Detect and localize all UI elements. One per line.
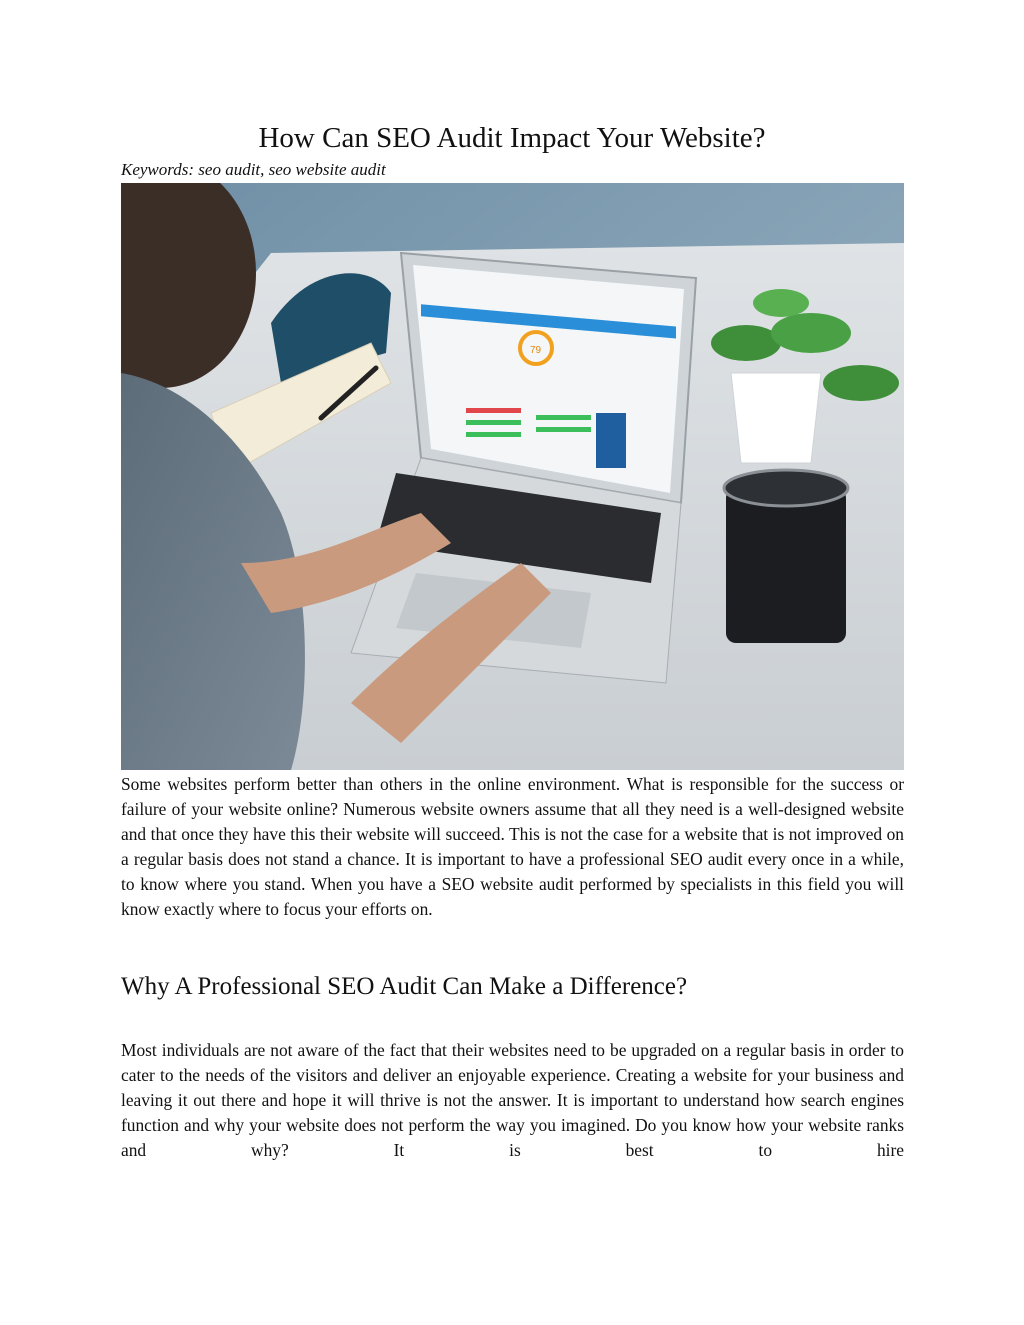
body-paragraph: Most individuals are not aware of the fact that their websites need to be upgraded on a regular basis in order to cater to the needs of the visitors and deliver an enjoyable experience. Creating a website for your business and leaving it out there and hope it will thrive is not the answer. It is important to understand how search engines function and why your website does not perform the way you imagined. Do you know how your website ranks and why? It is best to hire [121,1040,904,1160]
intro-paragraph: Some websites perform better than others in the online environment. What is responsible for the success or failure of your website online? Numerous website owners assume that all they need is a well-designed website and that once they have this their website will succeed. This is not the case for a website that is not improved on a regular basis does not stand a chance. It is important to have a professional SEO audit every once in a while, to know where you stand. When you have a SEO website audit performed by specialists in this field you will know exactly where to focus your efforts on. [121,774,904,919]
laptop-photo [121,183,904,770]
keywords-line: Keywords: seo audit, seo website audit [121,160,386,179]
section-heading: Why A Professional SEO Audit Can Make a Difference? [121,973,688,1000]
photo-score-label: 79 [530,345,542,356]
document-title: How Can SEO Audit Impact Your Website? [258,122,766,154]
